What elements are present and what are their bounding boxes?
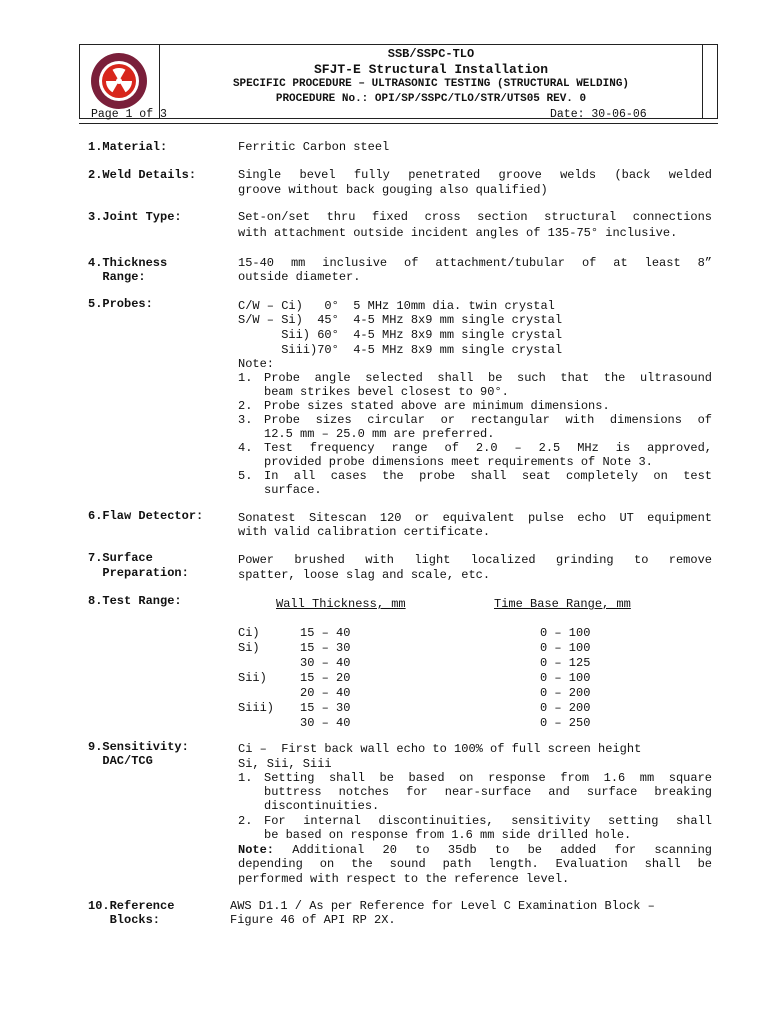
sensitivity-note-line: performed with respect to the reference level. (238, 872, 570, 886)
probe-cell: Si) (238, 641, 260, 655)
thickness-line: outside diameter. (238, 270, 361, 284)
probe-note-text: Probe sizes stated above are minimum dimensions. (264, 399, 610, 413)
probe-item: Siii)70° 4-5 MHz 8x9 mm single crystal (238, 343, 563, 357)
surface-prep-label-cont: Preparation: (88, 566, 189, 580)
reference-blocks-line: AWS D1.1 / As per Reference for Level C Examination Block – (230, 899, 655, 913)
probe-note-text: Probe sizes circular or rectangular with dimensions of (264, 413, 712, 427)
sensitivity-note-line (238, 843, 712, 857)
reference-blocks-label: 10.Reference (88, 899, 175, 913)
sensitivity-note-number: 2. (238, 814, 253, 828)
flaw-detector-line: Sonatest Sitescan 120 or equivalent pulse echo UT equipment (238, 511, 712, 525)
sensitivity-note-text: be based on response from 1.6 mm side drilled hole. (264, 828, 632, 842)
material-label: 1.Material: (88, 140, 168, 154)
probe-item: Sii) 60° 4-5 MHz 8x9 mm single crystal (238, 328, 563, 342)
wall-thickness-cell: 20 – 40 (300, 686, 351, 700)
time-base-cell: 0 – 125 (540, 656, 591, 670)
page-number: Page 1 of 3 (91, 108, 167, 121)
probe-note-text: surface. (264, 483, 322, 497)
thickness-label: 4.Thickness (88, 256, 168, 270)
sensitivity-line: Si, Sii, Siii (238, 757, 332, 771)
probe-note-text: beam strikes bevel closest to 90°. (264, 385, 509, 399)
sensitivity-label-cont: DAC/TCG (88, 754, 153, 768)
flaw-detector-label: 6.Flaw Detector: (88, 509, 204, 523)
time-base-cell: 0 – 200 (540, 701, 591, 715)
header-text-block (160, 47, 702, 107)
doc-subtitle: SPECIFIC PROCEDURE – ULTRASONIC TESTING (STRUCTURAL WELDING) (232, 78, 630, 90)
thickness-line: 15-40 mm inclusive of attachment/tubular of at least 8” (238, 256, 712, 270)
probe-item: S/W – Si) 45° 4-5 MHz 8x9 mm single crystal (238, 313, 563, 327)
joint-type-label: 3.Joint Type: (88, 210, 182, 224)
joint-type-line: with attachment outside incident angles of 135-75° inclusive. (238, 226, 678, 240)
wall-thickness-cell: 15 – 30 (300, 641, 351, 655)
surface-prep-line: spatter, loose slag and scale, etc. (238, 568, 491, 582)
thickness-label-cont: Range: (88, 270, 146, 284)
wall-thickness-cell: 15 – 40 (300, 626, 351, 640)
surface-prep-label: 7.Surface (88, 551, 153, 565)
reference-blocks-label-cont: Blocks: (88, 913, 161, 927)
sensitivity-note-text: discontinuities. (264, 799, 380, 813)
probe-note-number: 4. (238, 441, 253, 455)
probe-note-number: 1. (238, 371, 253, 385)
time-base-cell: 0 – 100 (540, 671, 591, 685)
probe-cell: Siii) (238, 701, 275, 715)
time-base-cell: 0 – 250 (540, 716, 591, 730)
probe-note-text: 12.5 mm – 25.0 mm are preferred. (264, 427, 495, 441)
page-info-row (79, 110, 718, 124)
sensitivity-label: 9.Sensitivity: (88, 740, 189, 754)
weld-details-line: groove without back gouging also qualified) (238, 183, 548, 197)
radiation-trefoil-icon (90, 52, 148, 110)
time-base-cell: 0 – 100 (540, 626, 591, 640)
sensitivity-note-label: Note: (238, 843, 275, 857)
header-right-cell (702, 45, 717, 118)
probes-label: 5.Probes: (88, 297, 153, 311)
weld-details-line: Single bevel fully penetrated groove welds (back welded (238, 168, 712, 182)
sensitivity-note-text: For internal discontinuities, sensitivity setting shall (264, 814, 712, 828)
document-date: Date: 30-06-06 (550, 108, 647, 121)
probe-item: C/W – Ci) 0° 5 MHz 10mm dia. twin crystal (238, 299, 555, 313)
sensitivity-note-number: 1. (238, 771, 253, 785)
wall-thickness-cell: 15 – 20 (300, 671, 351, 685)
wall-thickness-cell: 30 – 40 (300, 716, 351, 730)
sensitivity-note-text: Additional 20 to 35db to be added for scanning (274, 843, 712, 857)
probe-cell: Ci) (238, 626, 260, 640)
probe-note-number: 5. (238, 469, 253, 483)
material-text: Ferritic Carbon steel (238, 140, 390, 154)
probe-note-heading: Note: (238, 357, 275, 371)
weld-details-label: 2.Weld Details: (88, 168, 197, 182)
doc-title: SFJT-E Structural Installation (313, 62, 549, 77)
reference-blocks-line: Figure 46 of API RP 2X. (230, 913, 396, 927)
probe-note-text: Test frequency range of 2.0 – 2.5 MHz is approved, (264, 441, 712, 455)
probe-note-number: 3. (238, 413, 253, 427)
time-base-cell: 0 – 200 (540, 686, 591, 700)
test-range-label: 8.Test Range: (88, 594, 182, 608)
wall-thickness-header: Wall Thickness, mm (276, 597, 406, 611)
surface-prep-line: Power brushed with light localized grinding to remove (238, 553, 712, 567)
sensitivity-note-line: depending on the sound path length. Evaluation shall be (238, 857, 712, 871)
probe-note-text: Probe angle selected shall be such that the ultrasound (264, 371, 712, 385)
wall-thickness-cell: 15 – 30 (300, 701, 351, 715)
probe-note-number: 2. (238, 399, 253, 413)
time-base-cell: 0 – 100 (540, 641, 591, 655)
flaw-detector-line: with valid calibration certificate. (238, 525, 491, 539)
sensitivity-note-text: buttress notches for near-surface and surface breaking (264, 785, 712, 799)
probe-note-text: provided probe dimensions meet requirements of Note 3. (264, 455, 653, 469)
wall-thickness-cell: 30 – 40 (300, 656, 351, 670)
sensitivity-note-text: Setting shall be based on response from 1.6 mm square (264, 771, 712, 785)
probe-cell: Sii) (238, 671, 267, 685)
sensitivity-line: Ci – First back wall echo to 100% of full screen height (238, 742, 642, 756)
joint-type-line: Set-on/set thru fixed cross section structural connections (238, 210, 712, 224)
probe-note-text: In all cases the probe shall seat completely on test (264, 469, 712, 483)
time-base-header: Time Base Range, mm (494, 597, 631, 611)
procedure-number: PROCEDURE No.: OPI/SP/SSPC/TLO/STR/UTS05 REV. 0 (275, 93, 587, 105)
org-name: SSB/SSPC-TLO (387, 47, 475, 61)
